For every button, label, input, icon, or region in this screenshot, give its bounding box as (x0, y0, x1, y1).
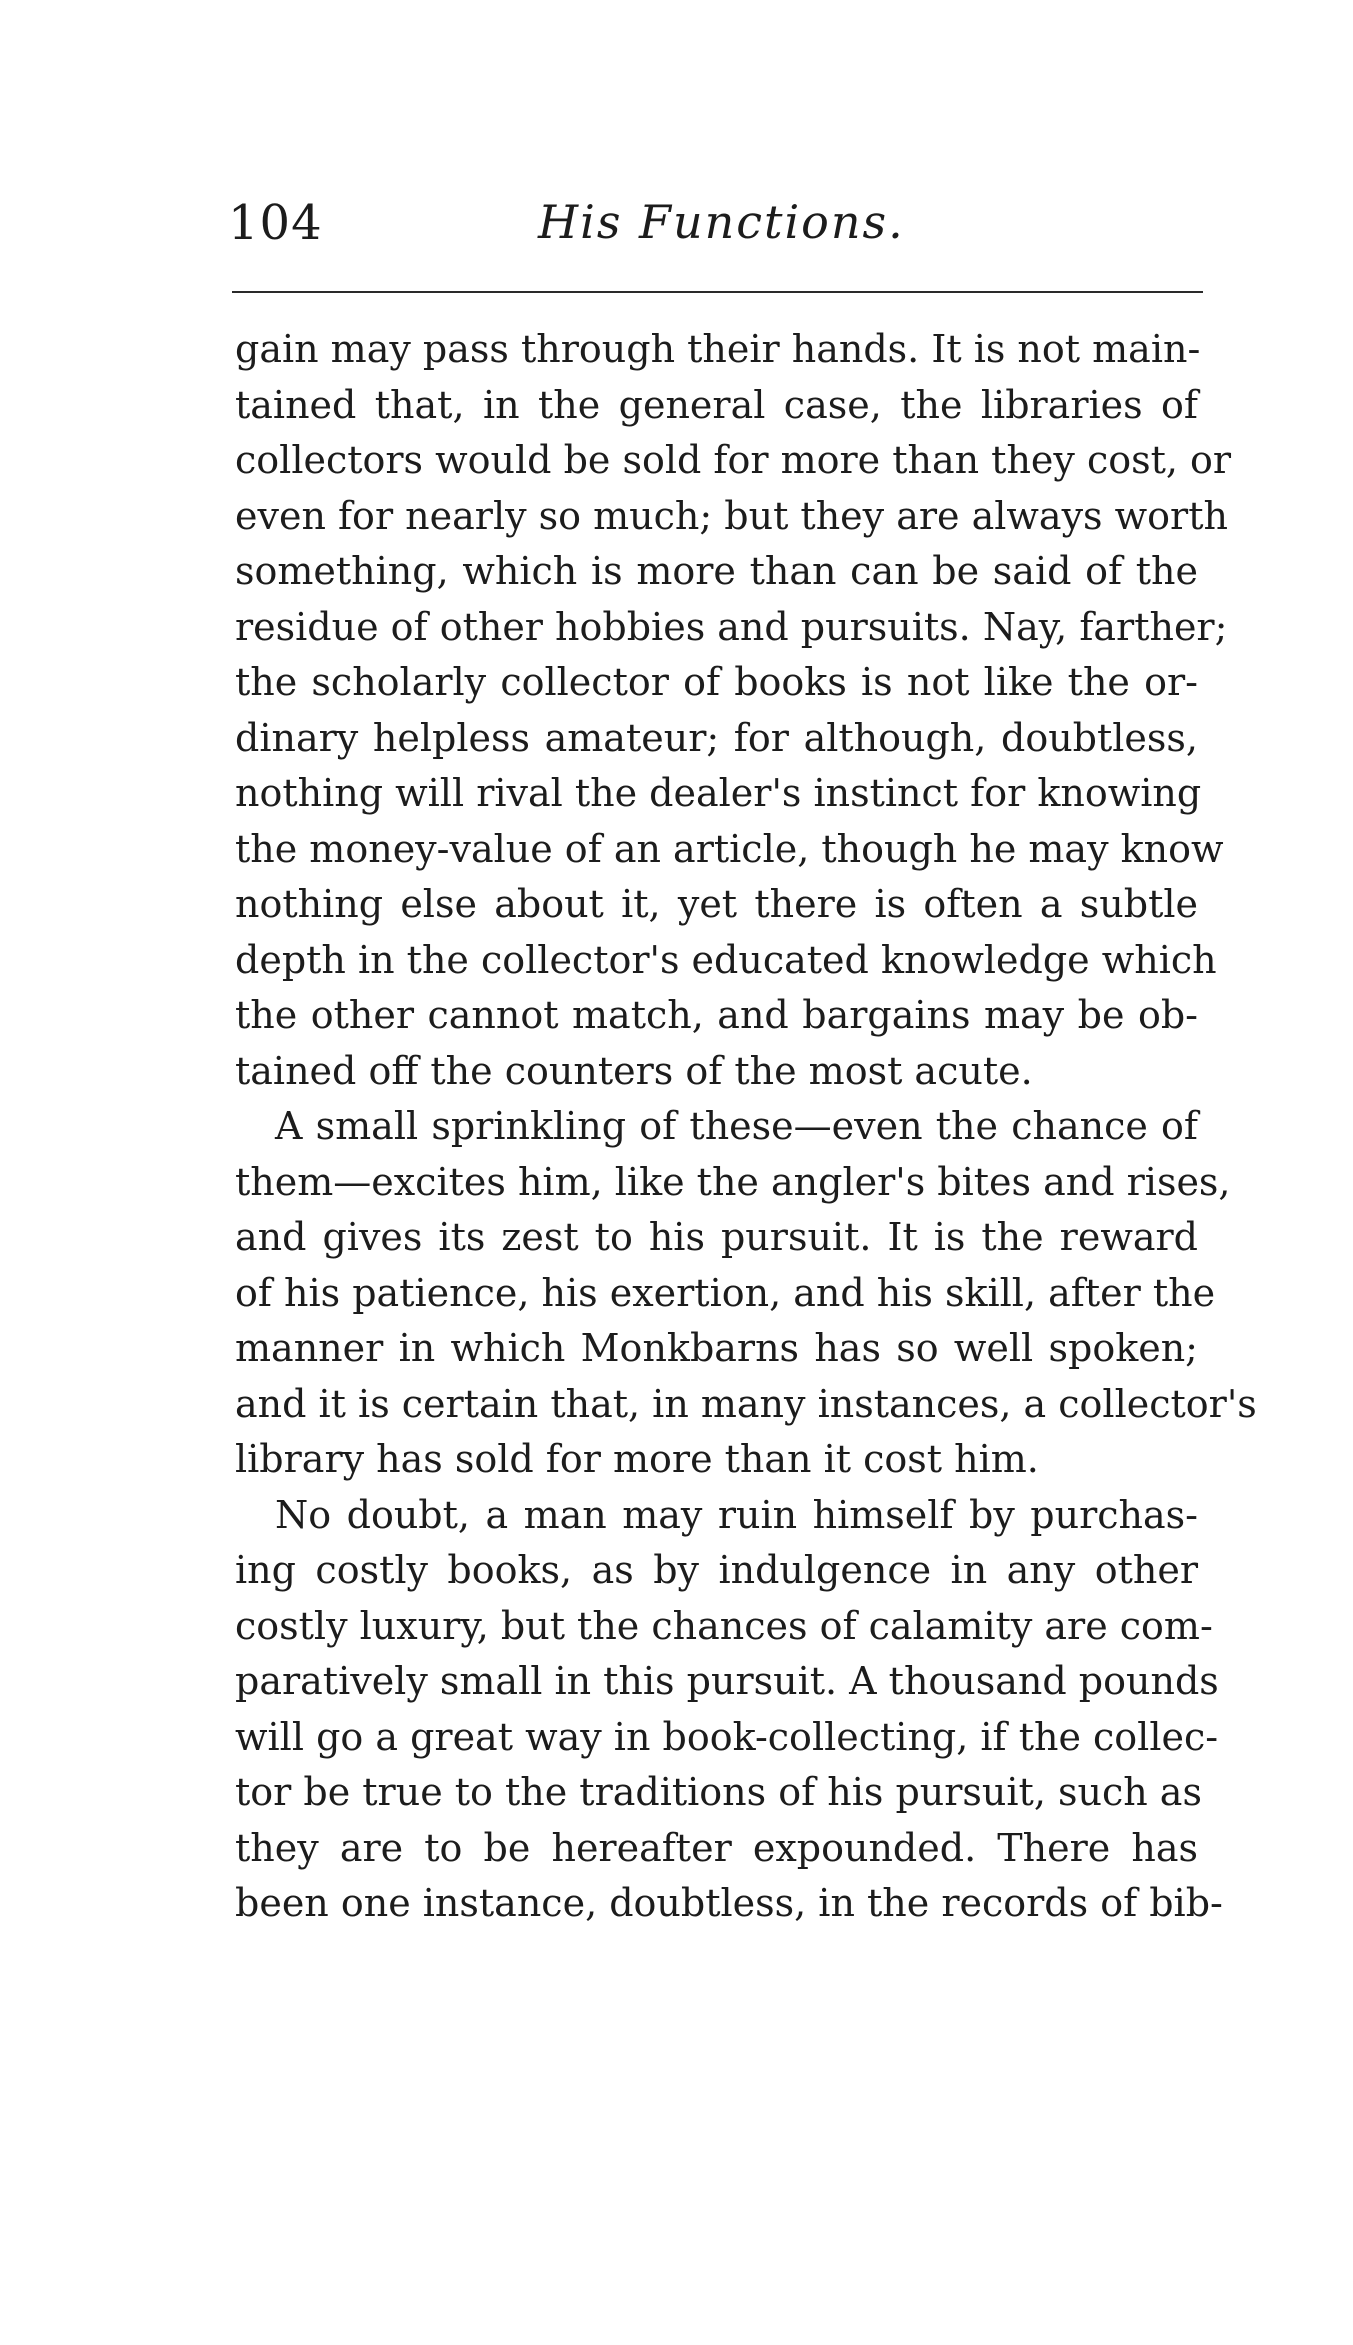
text-line: residue of other hobbies and pursuits. Nay, farther; (235, 604, 1228, 649)
text-line: and it is certain that, in many instances, a collector's (235, 1381, 1257, 1426)
page-header (0, 195, 1353, 275)
text-line: manner in which Monkbarns has so well spoken; (235, 1326, 1198, 1370)
text-line: the other cannot match, and bargains may be ob- (235, 993, 1198, 1037)
text-line: collectors would be sold for more than they cost, or (235, 438, 1232, 482)
text-line: nothing will rival the dealer's instinct for knowing (235, 771, 1202, 815)
header-rule (232, 291, 1203, 293)
text-line: of his patience, his exertion, and his skill, after the (235, 1270, 1216, 1315)
text-line: been one instance, doubtless, in the records of bib- (235, 1881, 1223, 1925)
text-line: depth in the collector's educated knowledge which (235, 937, 1217, 982)
text-line: them—excites him, like the angler's bites and rises, (235, 1159, 1231, 1204)
text-line: will go a great way in book-collecting, if the collec- (235, 1714, 1219, 1759)
text-line: they are to be hereafter expounded. There has (235, 1825, 1198, 1870)
text-line: tor be true to the traditions of his pursuit, such as (235, 1770, 1202, 1814)
page-number: 104 (228, 195, 323, 251)
paragraph-2 (235, 1099, 1257, 1488)
text-line: something, which is more than can be said of the (235, 549, 1198, 593)
text-line: paratively small in this pursuit. A thousand pounds (235, 1659, 1219, 1703)
text-line: No doubt, a man may ruin himself by purchas- (275, 1492, 1198, 1537)
text-line: costly luxury, but the chances of calamity are com- (235, 1603, 1213, 1648)
text-line: even for nearly so much; but they are always worth (235, 493, 1228, 538)
text-line: ing costly books, as by indulgence in any other (235, 1548, 1198, 1592)
text-line: dinary helpless amateur; for although, doubtless, (235, 715, 1198, 760)
paragraph-1 (235, 322, 1232, 1099)
text-line: A small sprinkling of these—even the chance of (275, 1104, 1198, 1148)
text-line: tained that, in the general case, the libraries of (235, 382, 1198, 427)
paragraph-3 (235, 1488, 1223, 1932)
text-line: library has sold for more than it cost him. (235, 1437, 1039, 1481)
running-title: His Functions. (538, 195, 905, 249)
text-line: the scholarly collector of books is not like the or- (235, 660, 1198, 704)
text-line: the money-value of an article, though he may know (235, 826, 1224, 871)
text-line: tained off the counters of the most acute. (235, 1048, 1033, 1093)
text-line: gain may pass through their hands. It is not main- (235, 327, 1201, 371)
text-line: nothing else about it, yet there is often a subtle (235, 882, 1198, 926)
body-text (235, 322, 1257, 1932)
text-line: and gives its zest to his pursuit. It is the reward (235, 1215, 1198, 1259)
